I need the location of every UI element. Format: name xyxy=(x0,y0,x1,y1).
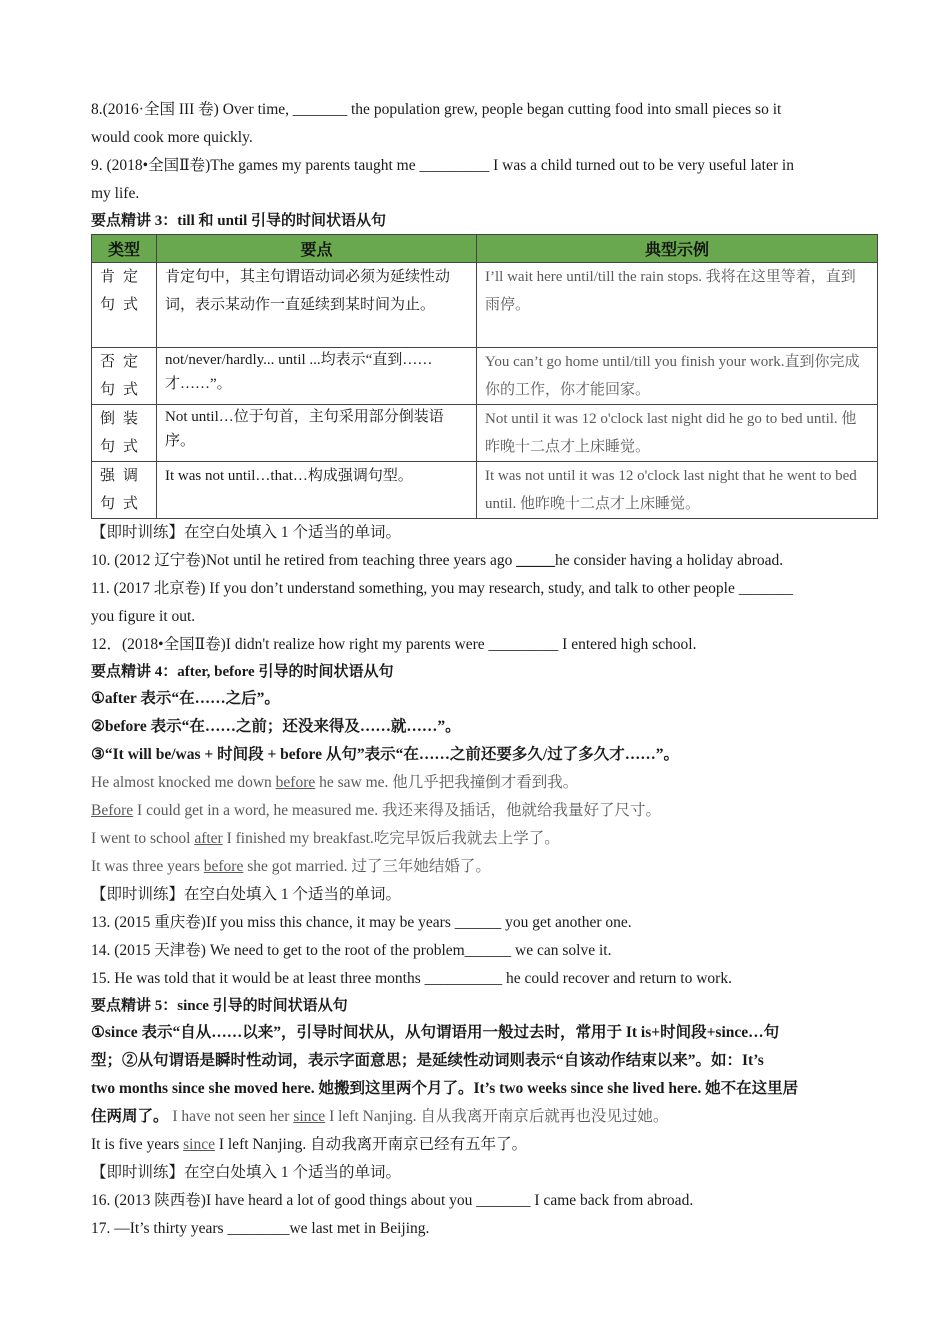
question-16: 16. (2013 陕西卷)I have heard a lot of good things about you _______ I came back from abroad. xyxy=(91,1192,694,1209)
example-text: he saw me. 他几乎把我撞倒才看到我。 xyxy=(315,774,579,791)
row-type: 强调句式 xyxy=(92,462,157,519)
row-point: not/never/hardly... until ...均表示“直到……才……”。 xyxy=(157,348,477,405)
example-text: I could get in a word, he measured me. 我还来得及插话，他就给我量好了尺寸。 xyxy=(133,802,661,819)
row-example: It was not until it was 12 o'clock last night that he went to bed until. 他昨晚十二点才上床睡觉。 xyxy=(477,462,878,519)
underlined-conjunction: since xyxy=(293,1108,326,1125)
question-11-line2: you figure it out. xyxy=(91,608,196,625)
example-sentence xyxy=(91,769,878,797)
table-row xyxy=(92,405,878,462)
header-example: 典型示例 xyxy=(477,235,878,263)
it-will-be-rule: ③“It will be/was + 时间段 + before 从句”表示“在……之前还要多久/过了多久才……”。 xyxy=(91,746,679,763)
row-type: 倒装句式 xyxy=(92,405,157,462)
row-example: Not until it was 12 o'clock last night did he go to bed until. 他昨晚十二点才上床睡觉。 xyxy=(477,405,878,462)
row-example: You can’t go home until/till you finish your work.直到你完成你的工作，你才能回家。 xyxy=(477,348,878,405)
question-9-line2: my life. xyxy=(91,185,140,202)
underlined-conjunction: before xyxy=(203,858,244,875)
practice-instruction: 【即时训练】在空白处填入 1 个适当的单词。 xyxy=(91,1164,402,1181)
row-type: 肯定句式 xyxy=(92,263,157,348)
question-14: 14. (2015 天津卷) We need to get to the root of the problem______ we can solve it. xyxy=(91,942,612,959)
example-text: she got married. 过了三年她结婚了。 xyxy=(243,858,491,875)
question-8-line1: 8.(2016·全国 III 卷) Over time, _______ the population grew, people began cutting food into small pieces so it xyxy=(91,101,782,118)
example-text: It is five years xyxy=(91,1136,184,1153)
section-3-title: 要点精讲 3：till 和 until 引导的时间状语从句 xyxy=(91,213,387,229)
table-row xyxy=(92,462,878,519)
document-content xyxy=(91,96,878,1243)
question-15: 15. He was told that it would be at least three months __________ he could recover and return to work. xyxy=(91,970,732,987)
example-text: I went to school xyxy=(91,830,195,847)
example-sentence xyxy=(91,1131,878,1159)
row-point: 肯定句中，其主句谓语动词必须为延续性动词，表示某动作一直延续到某时间为止。 xyxy=(157,263,477,348)
question-9-line1: 9. (2018•全国Ⅱ卷)The games my parents taught me _________ I was a child turned out to be very useful later in xyxy=(91,157,794,174)
question-8-line2: would cook more quickly. xyxy=(91,129,253,146)
question-11-line1: 11. (2017 北京卷) If you don’t understand something, you may research, study, and talk to other people _______ xyxy=(91,580,793,597)
header-type: 类型 xyxy=(92,235,157,263)
question-10-suffix: he consider having a holiday abroad. xyxy=(555,552,784,569)
row-type: 否定句式 xyxy=(92,348,157,405)
example-sentence xyxy=(91,797,878,825)
example-text: I left Nanjing. 自从我离开南京后就再也没见过她。 xyxy=(325,1108,669,1125)
row-point: It was not until…that…构成强调句型。 xyxy=(157,462,477,519)
section-5-title: 要点精讲 5：since 引导的时间状语从句 xyxy=(91,998,348,1014)
underlined-conjunction: before xyxy=(275,774,316,791)
example-text: I have not seen her xyxy=(168,1108,294,1125)
since-rule-end: 住两周了。 xyxy=(91,1108,169,1125)
question-13: 13. (2015 重庆卷)If you miss this chance, it may be years ______ you get another one. xyxy=(91,914,632,931)
question-12: 12．(2018•全国Ⅱ卷)I didn't realize how right my parents were _________ I entered high school. xyxy=(91,636,697,653)
since-rule-line2: 型；②从句谓语是瞬时性动词，表示字面意思；是延续性动词则表示“自该动作结束以来”。如：It’s xyxy=(91,1052,764,1069)
header-point: 要点 xyxy=(157,235,477,263)
example-sentence xyxy=(91,825,878,853)
since-rule-line4 xyxy=(91,1103,878,1131)
till-until-table xyxy=(91,234,878,519)
section-4-title: 要点精讲 4：after, before 引导的时间状语从句 xyxy=(91,664,394,680)
practice-instruction: 【即时训练】在空白处填入 1 个适当的单词。 xyxy=(91,886,402,903)
table-row xyxy=(92,263,878,348)
after-rule: ①after 表示“在……之后”。 xyxy=(91,690,280,707)
before-rule: ②before 表示“在……之前；还没来得及……就……”。 xyxy=(91,718,461,735)
underlined-conjunction: Before xyxy=(91,802,134,819)
example-text: It was three years xyxy=(91,858,204,875)
table-row xyxy=(92,348,878,405)
practice-instruction: 【即时训练】在空白处填入 1 个适当的单词。 xyxy=(91,524,402,541)
since-rule-line3: two months since she moved here. 她搬到这里两个月了。It’s two weeks since she lived here. 她不在这里居 xyxy=(91,1080,799,1097)
since-rule-line1: ①since 表示“自从……以来”，引导时间状从，从句谓语用一般过去时，常用于 It is+时间段+since…句 xyxy=(91,1024,780,1041)
underlined-conjunction: after xyxy=(194,830,223,847)
question-10 xyxy=(91,547,878,575)
example-text: I left Nanjing. 自动我离开南京已经有五年了。 xyxy=(214,1136,528,1153)
question-10-prefix: 10. (2012 辽宁卷)Not until he retired from teaching three years ago xyxy=(91,552,517,569)
underlined-conjunction: since xyxy=(183,1136,215,1153)
question-17: 17. —It’s thirty years ________we last met in Beijing. xyxy=(91,1220,430,1237)
example-text: He almost knocked me down xyxy=(91,774,276,791)
example-sentence xyxy=(91,853,878,881)
example-text: I finished my breakfast.吃完早饭后我就去上学了。 xyxy=(222,830,560,847)
answer-blank: _____ xyxy=(516,552,556,569)
table-header-row xyxy=(92,235,878,263)
row-example: I’ll wait here until/till the rain stops. 我将在这里等着，直到雨停。 xyxy=(477,263,878,348)
row-point: Not until…位于句首，主句采用部分倒装语序。 xyxy=(157,405,477,462)
